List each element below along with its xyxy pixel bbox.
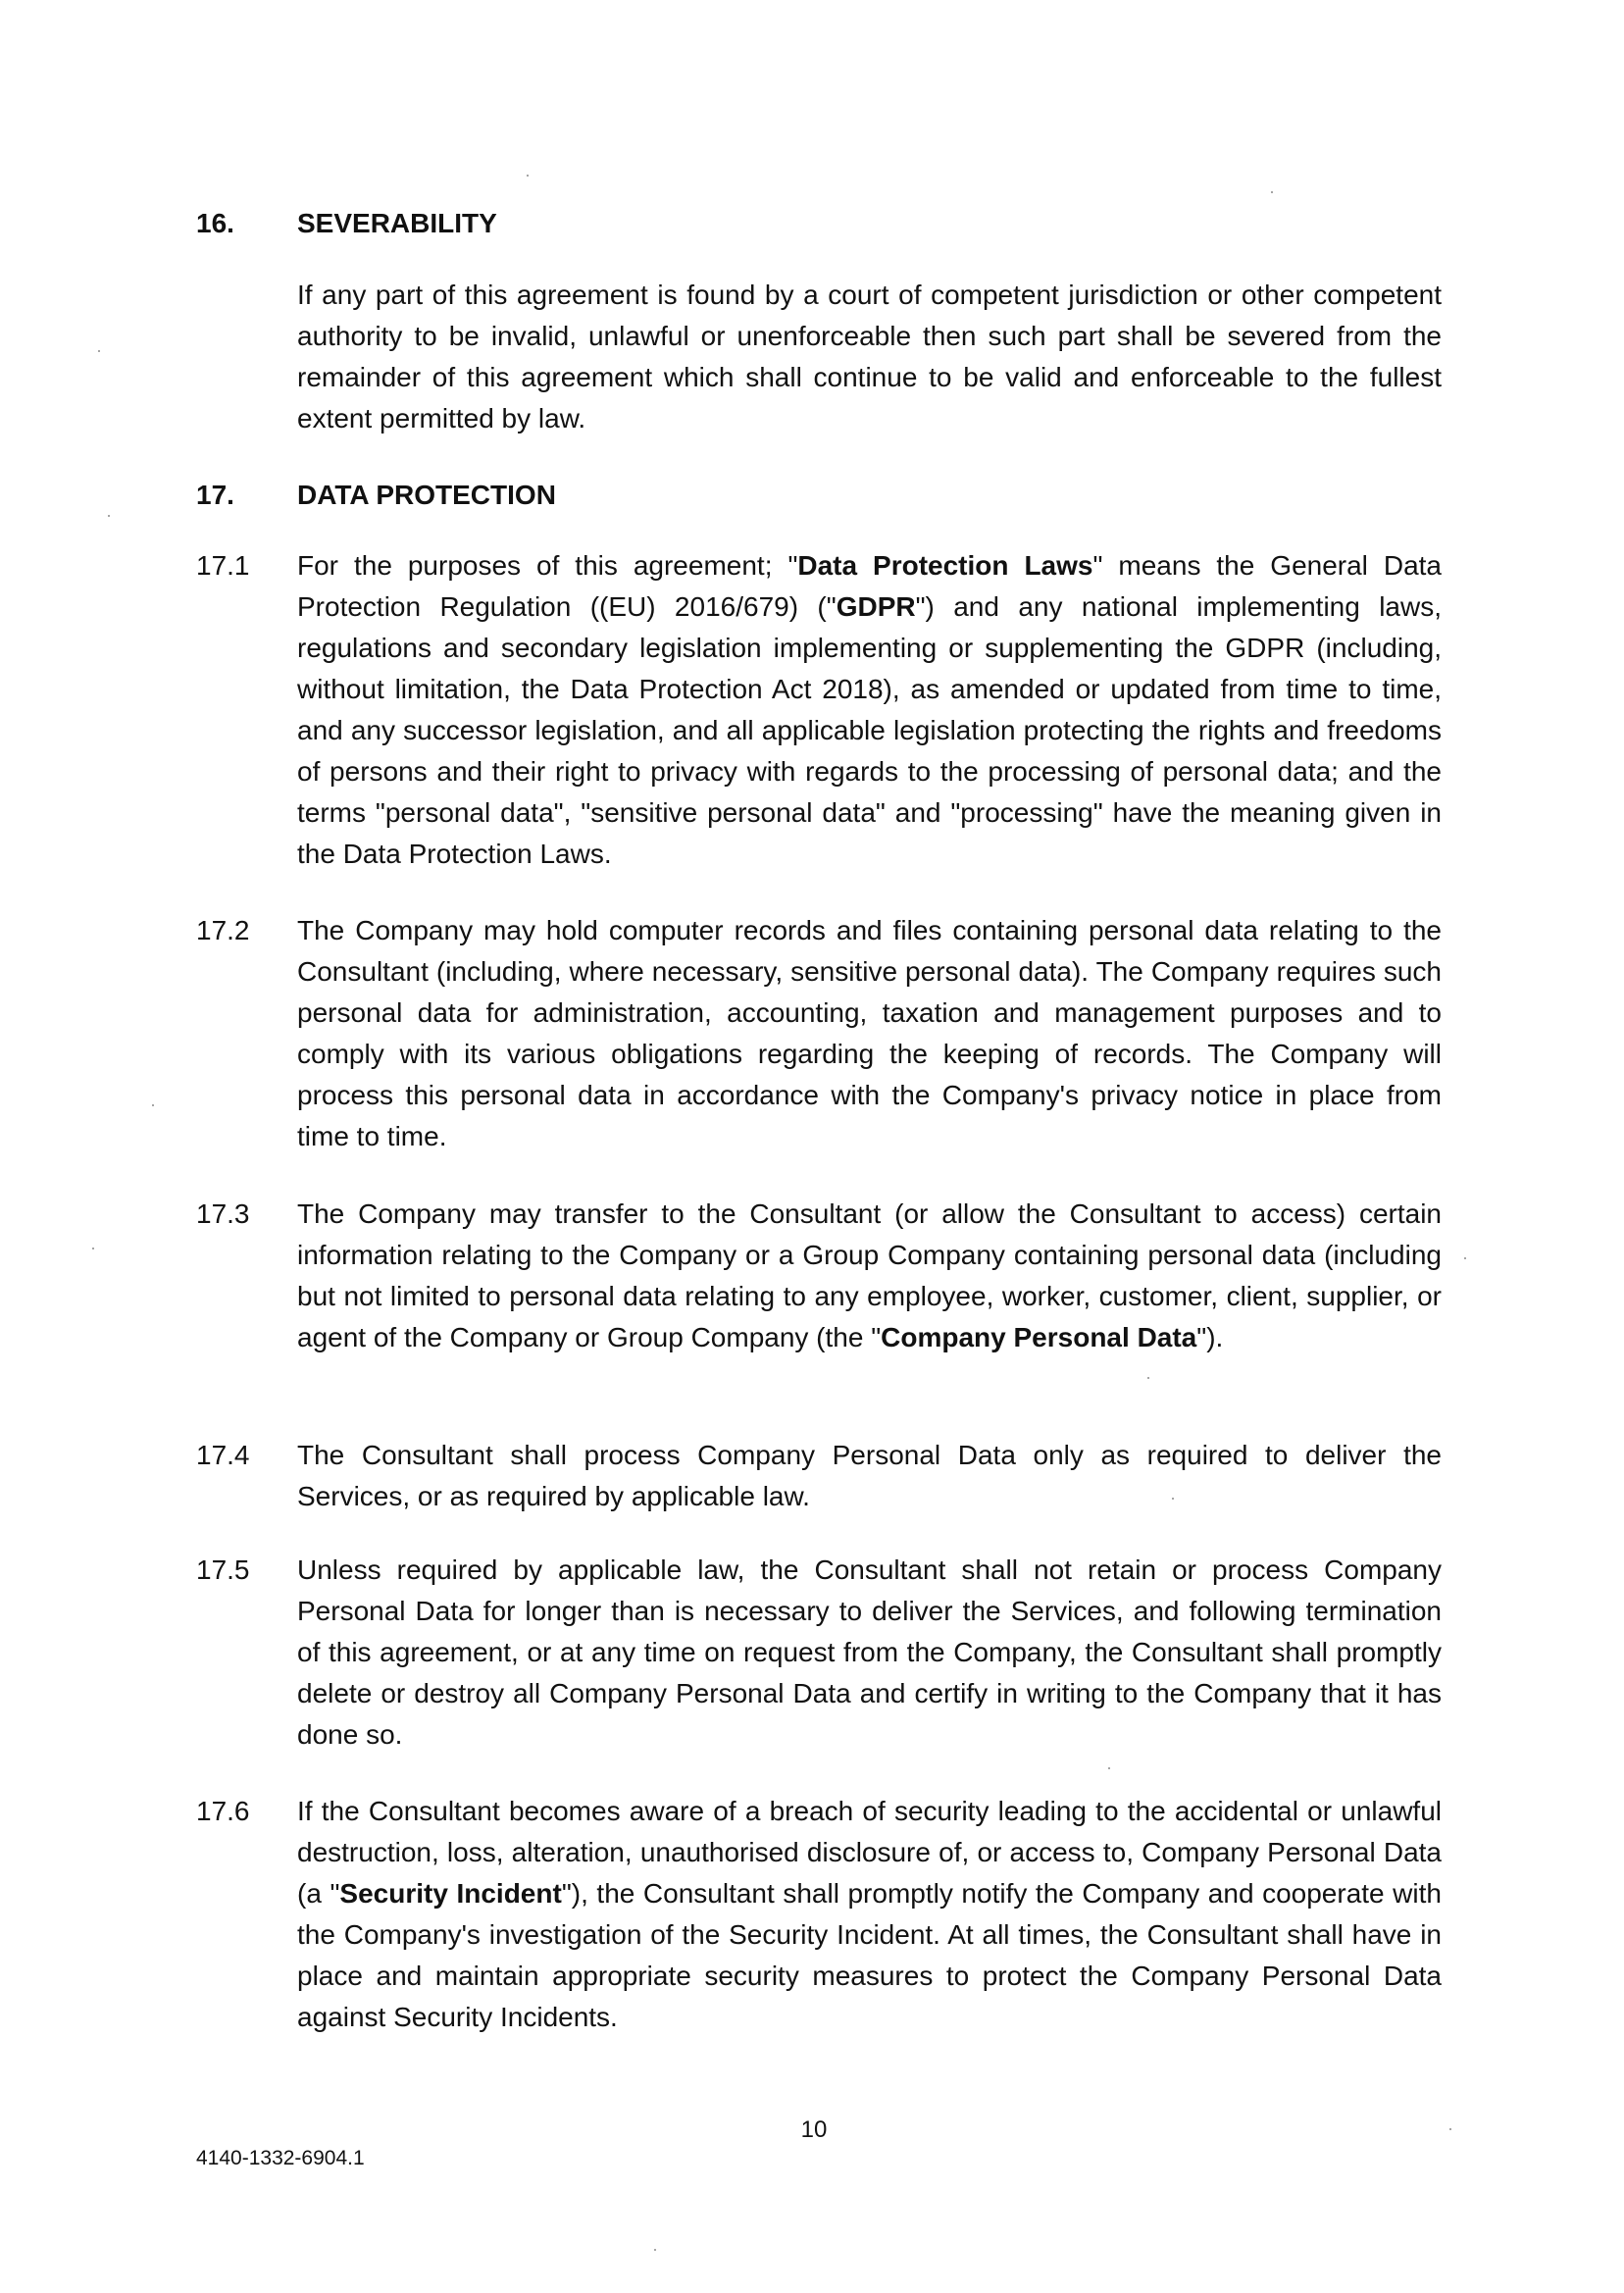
defined-term: Company Personal Data xyxy=(881,1322,1197,1352)
scan-speck xyxy=(1449,2128,1451,2130)
defined-term: Security Incident xyxy=(339,1878,562,1909)
scan-speck xyxy=(98,350,100,352)
section-title: DATA PROTECTION xyxy=(297,480,556,510)
clause-text-run: For the purposes of this agreement; " xyxy=(297,550,798,581)
scan-speck xyxy=(1147,1377,1149,1379)
scan-speck xyxy=(1271,191,1273,193)
scan-speck xyxy=(152,1104,154,1106)
clause-text-run: The Company may transfer to the Consultant (or allow the Consultant to access) certain information relating to the Company or a Group Company containing personal data (including but not limited to personal data relating to any employee, worker, customer, client, supplier, or agent of the Company or Group Company (the " xyxy=(297,1198,1442,1352)
clause-text: The Company may hold computer records and files containing personal data relating to the Consultant (including, where necessary, sensitive personal data). The Company requires such personal data for administration, accounting, taxation and management purposes and to comply with its various obligations regarding the keeping of records. The Company will process this personal data in accordance with the Company's privacy notice in place from time to time. xyxy=(297,915,1442,1151)
clause-number: 17.4 xyxy=(196,1440,250,1470)
clause-number: 17.1 xyxy=(196,550,250,581)
clause-text-run: "), the Consultant shall promptly notify the Company and cooperate with the Company's investigation of the Security Incident. At all times, the Consultant shall have in place and maintain appropriate security measures to protect the Company Personal Data against Security Incidents. xyxy=(297,1878,1442,2032)
clause-text-run: ") and any national implementing laws, regulations and secondary legislation implementing or supplementing the GDPR (including, without limitation, the Data Protection Act 2018), as amended or updated from time to time, and any successor legislation, and all applicable legislation protecting the rights and freedoms of persons and their right to privacy with regards to the processing of personal data; and the terms "personal data", "sensitive personal data" and "processing" have the meaning given in the Data Protection Laws. xyxy=(297,591,1442,869)
section-number: 16. xyxy=(196,208,234,238)
scan-speck xyxy=(1108,1767,1110,1769)
clause-number: 17.6 xyxy=(196,1796,250,1826)
severability-paragraph: If any part of this agreement is found by a court of competent jurisdiction or other competent authority to be invalid, unlawful or unenforceable then such part shall be severed from the remainder of this agreement which shall continue to be valid and enforceable to the fullest extent permitted by law. xyxy=(297,280,1442,433)
clause-text-run: "). xyxy=(1196,1322,1224,1352)
page-number: 10 xyxy=(800,2116,828,2143)
defined-term: Data Protection Laws xyxy=(797,550,1093,581)
section-title: SEVERABILITY xyxy=(297,208,497,238)
scan-speck xyxy=(654,2249,656,2251)
clause-text xyxy=(297,1791,1442,2038)
clause-text xyxy=(297,545,1442,875)
clause-text xyxy=(297,1194,1442,1358)
clause-text-run: " means the General Data Protection Regulation ((EU) 2016/679) (" xyxy=(297,550,1443,622)
clause-text-run: If the Consultant becomes aware of a breach of security leading to the accidental or unlawful destruction, loss, alteration, unauthorised disclosure of, or access to, Company Personal Data (a " xyxy=(297,1796,1442,1909)
scan-speck xyxy=(92,1248,94,1249)
scan-speck xyxy=(1172,1498,1174,1500)
scan-speck xyxy=(108,515,110,517)
section-number: 17. xyxy=(196,480,234,510)
scan-speck xyxy=(527,175,529,177)
clause-number: 17.5 xyxy=(196,1554,250,1585)
clause-text: The Consultant shall process Company Personal Data only as required to deliver the Services, or as required by applicable law. xyxy=(297,1440,1442,1511)
clause-number: 17.2 xyxy=(196,915,250,945)
defined-term: GDPR xyxy=(836,591,916,622)
document-reference: 4140-1332-6904.1 xyxy=(196,2147,365,2169)
clause-number: 17.3 xyxy=(196,1198,250,1229)
scan-speck xyxy=(1464,1257,1466,1259)
clause-text: Unless required by applicable law, the Consultant shall not retain or process Company Personal Data for longer than is necessary to deliver the Services, and following termination of this agreement, or at any time on request from the Company, the Consultant shall promptly delete or destroy all Company Personal Data and certify in writing to the Company that it has done so. xyxy=(297,1554,1442,1750)
